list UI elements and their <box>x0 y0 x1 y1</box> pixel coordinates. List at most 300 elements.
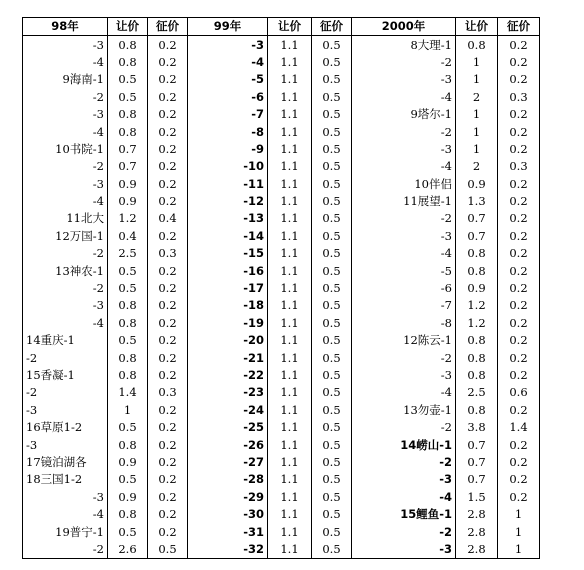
table-row <box>23 541 540 559</box>
cell-99-transfer-price: 1.1 <box>268 89 312 106</box>
table-row <box>23 210 540 227</box>
cell-99-collect-price: 0.5 <box>312 158 352 175</box>
cell-2000-collect-price: 0.2 <box>498 280 540 297</box>
cell-99-transfer-price: 1.1 <box>268 384 312 401</box>
cell-2000-collect-price: 0.2 <box>498 297 540 314</box>
cell-99-transfer-price: 1.1 <box>268 54 312 71</box>
cell-2000-transfer-price: 1 <box>456 71 498 88</box>
header-98-transfer-price: 让价 <box>108 18 148 36</box>
table-row <box>23 54 540 71</box>
cell-2000-collect-price: 0.2 <box>498 436 540 453</box>
cell-99-collect-price: 0.5 <box>312 36 352 54</box>
cell-98-transfer-price: 0.8 <box>108 436 148 453</box>
cell-99-collect-price: 0.5 <box>312 297 352 314</box>
cell-98-collect-price: 0.2 <box>148 315 188 332</box>
table-row <box>23 506 540 523</box>
cell-98-collect-price: 0.2 <box>148 489 188 506</box>
header-98-collect-price: 征价 <box>148 18 188 36</box>
cell-99-collect-price: 0.5 <box>312 454 352 471</box>
cell-99-transfer-price: 1.1 <box>268 158 312 175</box>
table-row <box>23 89 540 106</box>
table-row <box>23 349 540 366</box>
cell-2000-issue: 15鲤鱼-1 <box>352 506 456 523</box>
cell-99-collect-price: 0.5 <box>312 489 352 506</box>
cell-99-issue: -10 <box>188 158 268 175</box>
table-row <box>23 123 540 140</box>
cell-99-issue: -6 <box>188 89 268 106</box>
cell-98-issue: -4 <box>23 193 108 210</box>
table-row <box>23 228 540 245</box>
cell-98-collect-price: 0.2 <box>148 332 188 349</box>
header-98-year: 98年 <box>23 18 108 36</box>
cell-98-issue: -4 <box>23 315 108 332</box>
cell-2000-transfer-price: 0.8 <box>456 36 498 54</box>
cell-98-issue: -2 <box>23 384 108 401</box>
cell-98-transfer-price: 0.8 <box>108 106 148 123</box>
cell-99-transfer-price: 1.1 <box>268 402 312 419</box>
cell-98-transfer-price: 0.5 <box>108 471 148 488</box>
cell-2000-issue: -2 <box>352 523 456 540</box>
cell-2000-issue: -3 <box>352 541 456 559</box>
cell-2000-collect-price: 0.2 <box>498 454 540 471</box>
table-row <box>23 454 540 471</box>
cell-2000-issue: -3 <box>352 71 456 88</box>
cell-98-issue: -3 <box>23 36 108 54</box>
stamp-price-table <box>22 17 540 559</box>
cell-2000-issue: 13勿壶-1 <box>352 402 456 419</box>
cell-98-collect-price: 0.3 <box>148 245 188 262</box>
header-2000-collect-price: 征价 <box>498 18 540 36</box>
cell-2000-transfer-price: 0.7 <box>456 471 498 488</box>
cell-2000-transfer-price: 0.8 <box>456 349 498 366</box>
cell-2000-collect-price: 0.2 <box>498 402 540 419</box>
cell-2000-issue: -4 <box>352 158 456 175</box>
cell-98-issue: 10书院-1 <box>23 141 108 158</box>
cell-99-collect-price: 0.5 <box>312 402 352 419</box>
cell-2000-issue: -2 <box>352 123 456 140</box>
cell-99-transfer-price: 1.1 <box>268 36 312 54</box>
cell-99-collect-price: 0.5 <box>312 176 352 193</box>
cell-2000-issue: -2 <box>352 349 456 366</box>
cell-2000-transfer-price: 1 <box>456 141 498 158</box>
cell-98-collect-price: 0.2 <box>148 228 188 245</box>
cell-99-issue: -16 <box>188 262 268 279</box>
cell-2000-issue: 8大理-1 <box>352 36 456 54</box>
cell-99-collect-price: 0.5 <box>312 193 352 210</box>
cell-99-collect-price: 0.5 <box>312 141 352 158</box>
cell-2000-collect-price: 0.2 <box>498 245 540 262</box>
cell-98-collect-price: 0.2 <box>148 367 188 384</box>
cell-2000-issue: -8 <box>352 315 456 332</box>
cell-99-transfer-price: 1.1 <box>268 506 312 523</box>
cell-98-transfer-price: 0.5 <box>108 332 148 349</box>
cell-99-collect-price: 0.5 <box>312 106 352 123</box>
cell-99-collect-price: 0.5 <box>312 210 352 227</box>
cell-98-collect-price: 0.2 <box>148 454 188 471</box>
cell-2000-collect-price: 0.2 <box>498 123 540 140</box>
cell-99-issue: -13 <box>188 210 268 227</box>
cell-2000-issue: -4 <box>352 89 456 106</box>
cell-2000-collect-price: 0.2 <box>498 228 540 245</box>
cell-2000-collect-price: 0.2 <box>498 141 540 158</box>
cell-2000-issue: -4 <box>352 489 456 506</box>
cell-99-issue: -32 <box>188 541 268 559</box>
cell-98-issue: -4 <box>23 506 108 523</box>
cell-98-issue: 18三国1-2 <box>23 471 108 488</box>
cell-98-collect-price: 0.2 <box>148 71 188 88</box>
cell-2000-collect-price: 0.2 <box>498 210 540 227</box>
cell-2000-collect-price: 1 <box>498 523 540 540</box>
cell-98-issue: -2 <box>23 158 108 175</box>
cell-2000-transfer-price: 0.9 <box>456 176 498 193</box>
cell-99-collect-price: 0.5 <box>312 506 352 523</box>
table-row <box>23 384 540 401</box>
cell-98-transfer-price: 0.4 <box>108 228 148 245</box>
cell-98-issue: -3 <box>23 297 108 314</box>
cell-98-transfer-price: 0.9 <box>108 176 148 193</box>
cell-98-issue: -3 <box>23 489 108 506</box>
table-row <box>23 158 540 175</box>
cell-99-issue: -20 <box>188 332 268 349</box>
cell-99-collect-price: 0.5 <box>312 367 352 384</box>
cell-98-collect-price: 0.2 <box>148 158 188 175</box>
cell-98-collect-price: 0.2 <box>148 89 188 106</box>
cell-99-issue: -22 <box>188 367 268 384</box>
cell-2000-transfer-price: 0.7 <box>456 210 498 227</box>
cell-2000-collect-price: 0.2 <box>498 489 540 506</box>
cell-2000-issue: 12陈云-1 <box>352 332 456 349</box>
cell-2000-issue: 14崂山-1 <box>352 436 456 453</box>
cell-99-issue: -25 <box>188 419 268 436</box>
cell-2000-transfer-price: 1.5 <box>456 489 498 506</box>
cell-2000-collect-price: 0.2 <box>498 471 540 488</box>
cell-98-collect-price: 0.2 <box>148 176 188 193</box>
table-row <box>23 141 540 158</box>
cell-2000-collect-price: 0.3 <box>498 158 540 175</box>
header-99-year: 99年 <box>188 18 268 36</box>
cell-99-transfer-price: 1.1 <box>268 71 312 88</box>
cell-2000-collect-price: 1 <box>498 541 540 559</box>
cell-98-transfer-price: 0.7 <box>108 141 148 158</box>
cell-99-transfer-price: 1.1 <box>268 541 312 559</box>
cell-99-collect-price: 0.5 <box>312 262 352 279</box>
cell-98-issue: 14重庆-1 <box>23 332 108 349</box>
cell-99-transfer-price: 1.1 <box>268 297 312 314</box>
cell-99-transfer-price: 1.1 <box>268 106 312 123</box>
cell-99-transfer-price: 1.1 <box>268 193 312 210</box>
table-body <box>23 36 540 559</box>
cell-99-transfer-price: 1.1 <box>268 228 312 245</box>
cell-2000-issue: -3 <box>352 141 456 158</box>
cell-98-collect-price: 0.2 <box>148 297 188 314</box>
table-row <box>23 419 540 436</box>
cell-99-collect-price: 0.5 <box>312 384 352 401</box>
cell-98-collect-price: 0.5 <box>148 541 188 559</box>
cell-98-transfer-price: 0.8 <box>108 349 148 366</box>
cell-98-transfer-price: 2.5 <box>108 245 148 262</box>
cell-2000-collect-price: 0.2 <box>498 349 540 366</box>
cell-99-issue: -24 <box>188 402 268 419</box>
cell-98-transfer-price: 0.8 <box>108 367 148 384</box>
cell-98-transfer-price: 0.8 <box>108 54 148 71</box>
table-row <box>23 489 540 506</box>
header-2000-year: 2000年 <box>352 18 456 36</box>
cell-99-transfer-price: 1.1 <box>268 454 312 471</box>
cell-99-collect-price: 0.5 <box>312 332 352 349</box>
cell-99-issue: -3 <box>188 36 268 54</box>
cell-2000-transfer-price: 0.9 <box>456 280 498 297</box>
cell-98-issue: -2 <box>23 280 108 297</box>
cell-99-transfer-price: 1.1 <box>268 489 312 506</box>
cell-98-issue: -4 <box>23 123 108 140</box>
cell-99-issue: -29 <box>188 489 268 506</box>
cell-99-issue: -18 <box>188 297 268 314</box>
cell-98-collect-price: 0.2 <box>148 141 188 158</box>
cell-98-transfer-price: 0.5 <box>108 71 148 88</box>
table-row <box>23 436 540 453</box>
cell-99-transfer-price: 1.1 <box>268 123 312 140</box>
cell-99-transfer-price: 1.1 <box>268 280 312 297</box>
cell-2000-collect-price: 0.6 <box>498 384 540 401</box>
cell-2000-issue: -2 <box>352 54 456 71</box>
table-row <box>23 106 540 123</box>
cell-2000-issue: 11展望-1 <box>352 193 456 210</box>
cell-99-collect-price: 0.5 <box>312 228 352 245</box>
cell-99-issue: -15 <box>188 245 268 262</box>
cell-99-issue: -26 <box>188 436 268 453</box>
cell-98-issue: -3 <box>23 436 108 453</box>
cell-99-transfer-price: 1.1 <box>268 141 312 158</box>
cell-99-issue: -28 <box>188 471 268 488</box>
cell-98-issue: -2 <box>23 541 108 559</box>
cell-2000-issue: -5 <box>352 262 456 279</box>
cell-2000-collect-price: 1 <box>498 506 540 523</box>
cell-2000-transfer-price: 0.8 <box>456 245 498 262</box>
cell-98-collect-price: 0.2 <box>148 262 188 279</box>
cell-99-issue: -12 <box>188 193 268 210</box>
cell-2000-transfer-price: 0.7 <box>456 436 498 453</box>
cell-2000-issue: -3 <box>352 228 456 245</box>
cell-99-transfer-price: 1.1 <box>268 349 312 366</box>
cell-2000-transfer-price: 0.8 <box>456 402 498 419</box>
cell-2000-transfer-price: 1.2 <box>456 315 498 332</box>
cell-98-collect-price: 0.2 <box>148 193 188 210</box>
cell-98-collect-price: 0.2 <box>148 506 188 523</box>
cell-2000-transfer-price: 3.8 <box>456 419 498 436</box>
cell-99-collect-price: 0.5 <box>312 349 352 366</box>
cell-98-collect-price: 0.2 <box>148 402 188 419</box>
cell-99-collect-price: 0.5 <box>312 54 352 71</box>
cell-2000-transfer-price: 1 <box>456 123 498 140</box>
cell-2000-collect-price: 0.2 <box>498 106 540 123</box>
cell-98-issue: 16草原1-2 <box>23 419 108 436</box>
cell-2000-transfer-price: 0.7 <box>456 454 498 471</box>
cell-99-collect-price: 0.5 <box>312 471 352 488</box>
cell-2000-transfer-price: 1 <box>456 106 498 123</box>
cell-98-issue: 12万国-1 <box>23 228 108 245</box>
cell-99-transfer-price: 1.1 <box>268 210 312 227</box>
table-row <box>23 332 540 349</box>
cell-2000-collect-price: 0.2 <box>498 262 540 279</box>
cell-98-issue: 15香凝-1 <box>23 367 108 384</box>
cell-99-issue: -31 <box>188 523 268 540</box>
cell-2000-transfer-price: 0.8 <box>456 367 498 384</box>
cell-99-collect-price: 0.5 <box>312 541 352 559</box>
cell-99-transfer-price: 1.1 <box>268 245 312 262</box>
cell-99-issue: -17 <box>188 280 268 297</box>
cell-98-issue: 17镜泊湖各 <box>23 454 108 471</box>
cell-99-transfer-price: 1.1 <box>268 332 312 349</box>
cell-98-collect-price: 0.2 <box>148 471 188 488</box>
cell-2000-transfer-price: 1 <box>456 54 498 71</box>
header-2000-transfer-price: 让价 <box>456 18 498 36</box>
cell-99-issue: -19 <box>188 315 268 332</box>
cell-2000-transfer-price: 2.5 <box>456 384 498 401</box>
cell-98-transfer-price: 0.9 <box>108 454 148 471</box>
cell-99-issue: -4 <box>188 54 268 71</box>
cell-99-issue: -8 <box>188 123 268 140</box>
cell-2000-transfer-price: 0.8 <box>456 262 498 279</box>
cell-98-transfer-price: 0.8 <box>108 297 148 314</box>
cell-2000-issue: 10伴侣 <box>352 176 456 193</box>
table-row <box>23 245 540 262</box>
header-row <box>23 18 540 36</box>
cell-98-issue: -3 <box>23 106 108 123</box>
cell-98-collect-price: 0.3 <box>148 384 188 401</box>
cell-98-transfer-price: 0.8 <box>108 123 148 140</box>
cell-98-collect-price: 0.2 <box>148 419 188 436</box>
cell-98-transfer-price: 0.5 <box>108 262 148 279</box>
cell-2000-collect-price: 0.2 <box>498 176 540 193</box>
table-row <box>23 523 540 540</box>
cell-98-issue: 9海南-1 <box>23 71 108 88</box>
cell-99-issue: -11 <box>188 176 268 193</box>
header-99-collect-price: 征价 <box>312 18 352 36</box>
cell-99-collect-price: 0.5 <box>312 315 352 332</box>
cell-2000-transfer-price: 2.8 <box>456 541 498 559</box>
cell-98-collect-price: 0.4 <box>148 210 188 227</box>
cell-2000-issue: 9塔尔-1 <box>352 106 456 123</box>
cell-98-collect-price: 0.2 <box>148 436 188 453</box>
cell-2000-issue: -4 <box>352 245 456 262</box>
cell-98-issue: -4 <box>23 54 108 71</box>
table-row <box>23 71 540 88</box>
cell-98-collect-price: 0.2 <box>148 349 188 366</box>
cell-98-collect-price: 0.2 <box>148 280 188 297</box>
cell-2000-transfer-price: 2 <box>456 158 498 175</box>
cell-98-transfer-price: 1.2 <box>108 210 148 227</box>
cell-98-transfer-price: 0.8 <box>108 506 148 523</box>
cell-2000-issue: -3 <box>352 471 456 488</box>
cell-99-transfer-price: 1.1 <box>268 315 312 332</box>
table-row <box>23 471 540 488</box>
table-row <box>23 193 540 210</box>
cell-98-issue: 11北大 <box>23 210 108 227</box>
cell-98-collect-price: 0.2 <box>148 123 188 140</box>
cell-2000-transfer-price: 1.3 <box>456 193 498 210</box>
cell-2000-transfer-price: 2.8 <box>456 506 498 523</box>
cell-98-collect-price: 0.2 <box>148 106 188 123</box>
cell-98-issue: 13神农-1 <box>23 262 108 279</box>
cell-98-transfer-price: 0.9 <box>108 489 148 506</box>
cell-2000-transfer-price: 0.8 <box>456 332 498 349</box>
cell-99-collect-price: 0.5 <box>312 245 352 262</box>
cell-2000-collect-price: 0.2 <box>498 332 540 349</box>
cell-98-transfer-price: 0.5 <box>108 89 148 106</box>
cell-98-transfer-price: 0.8 <box>108 36 148 54</box>
table-row <box>23 297 540 314</box>
cell-2000-collect-price: 1.4 <box>498 419 540 436</box>
cell-2000-issue: -7 <box>352 297 456 314</box>
cell-99-issue: -30 <box>188 506 268 523</box>
cell-99-issue: -5 <box>188 71 268 88</box>
cell-2000-transfer-price: 2.8 <box>456 523 498 540</box>
cell-2000-collect-price: 0.2 <box>498 315 540 332</box>
table-row <box>23 402 540 419</box>
cell-2000-issue: -2 <box>352 454 456 471</box>
cell-99-transfer-price: 1.1 <box>268 262 312 279</box>
cell-98-issue: -3 <box>23 402 108 419</box>
table-row <box>23 176 540 193</box>
cell-99-transfer-price: 1.1 <box>268 176 312 193</box>
header-99-transfer-price: 让价 <box>268 18 312 36</box>
cell-98-collect-price: 0.2 <box>148 523 188 540</box>
cell-99-transfer-price: 1.1 <box>268 419 312 436</box>
cell-99-collect-price: 0.5 <box>312 280 352 297</box>
cell-2000-issue: -2 <box>352 210 456 227</box>
cell-2000-issue: -2 <box>352 419 456 436</box>
cell-98-issue: -2 <box>23 245 108 262</box>
cell-99-issue: -21 <box>188 349 268 366</box>
table-row <box>23 315 540 332</box>
cell-98-transfer-price: 0.5 <box>108 280 148 297</box>
cell-99-transfer-price: 1.1 <box>268 367 312 384</box>
cell-98-transfer-price: 1 <box>108 402 148 419</box>
cell-99-transfer-price: 1.1 <box>268 471 312 488</box>
cell-2000-issue: -4 <box>352 384 456 401</box>
cell-98-transfer-price: 1.4 <box>108 384 148 401</box>
cell-98-transfer-price: 0.5 <box>108 419 148 436</box>
cell-98-transfer-price: 2.6 <box>108 541 148 559</box>
cell-2000-transfer-price: 0.7 <box>456 228 498 245</box>
table-row <box>23 36 540 54</box>
cell-98-transfer-price: 0.5 <box>108 523 148 540</box>
cell-99-issue: -14 <box>188 228 268 245</box>
cell-98-issue: 19普宁-1 <box>23 523 108 540</box>
cell-2000-collect-price: 0.2 <box>498 193 540 210</box>
cell-98-issue: -3 <box>23 176 108 193</box>
cell-99-transfer-price: 1.1 <box>268 523 312 540</box>
cell-2000-collect-price: 0.2 <box>498 367 540 384</box>
cell-2000-transfer-price: 1.2 <box>456 297 498 314</box>
cell-99-issue: -23 <box>188 384 268 401</box>
cell-2000-collect-price: 0.2 <box>498 54 540 71</box>
cell-2000-issue: -3 <box>352 367 456 384</box>
cell-99-transfer-price: 1.1 <box>268 436 312 453</box>
table-row <box>23 367 540 384</box>
cell-98-transfer-price: 0.8 <box>108 315 148 332</box>
cell-99-issue: -27 <box>188 454 268 471</box>
cell-98-issue: -2 <box>23 349 108 366</box>
cell-2000-issue: -6 <box>352 280 456 297</box>
cell-2000-collect-price: 0.3 <box>498 89 540 106</box>
cell-2000-collect-price: 0.2 <box>498 71 540 88</box>
cell-98-transfer-price: 0.9 <box>108 193 148 210</box>
table-row <box>23 280 540 297</box>
cell-98-transfer-price: 0.7 <box>108 158 148 175</box>
cell-99-issue: -9 <box>188 141 268 158</box>
cell-99-collect-price: 0.5 <box>312 89 352 106</box>
